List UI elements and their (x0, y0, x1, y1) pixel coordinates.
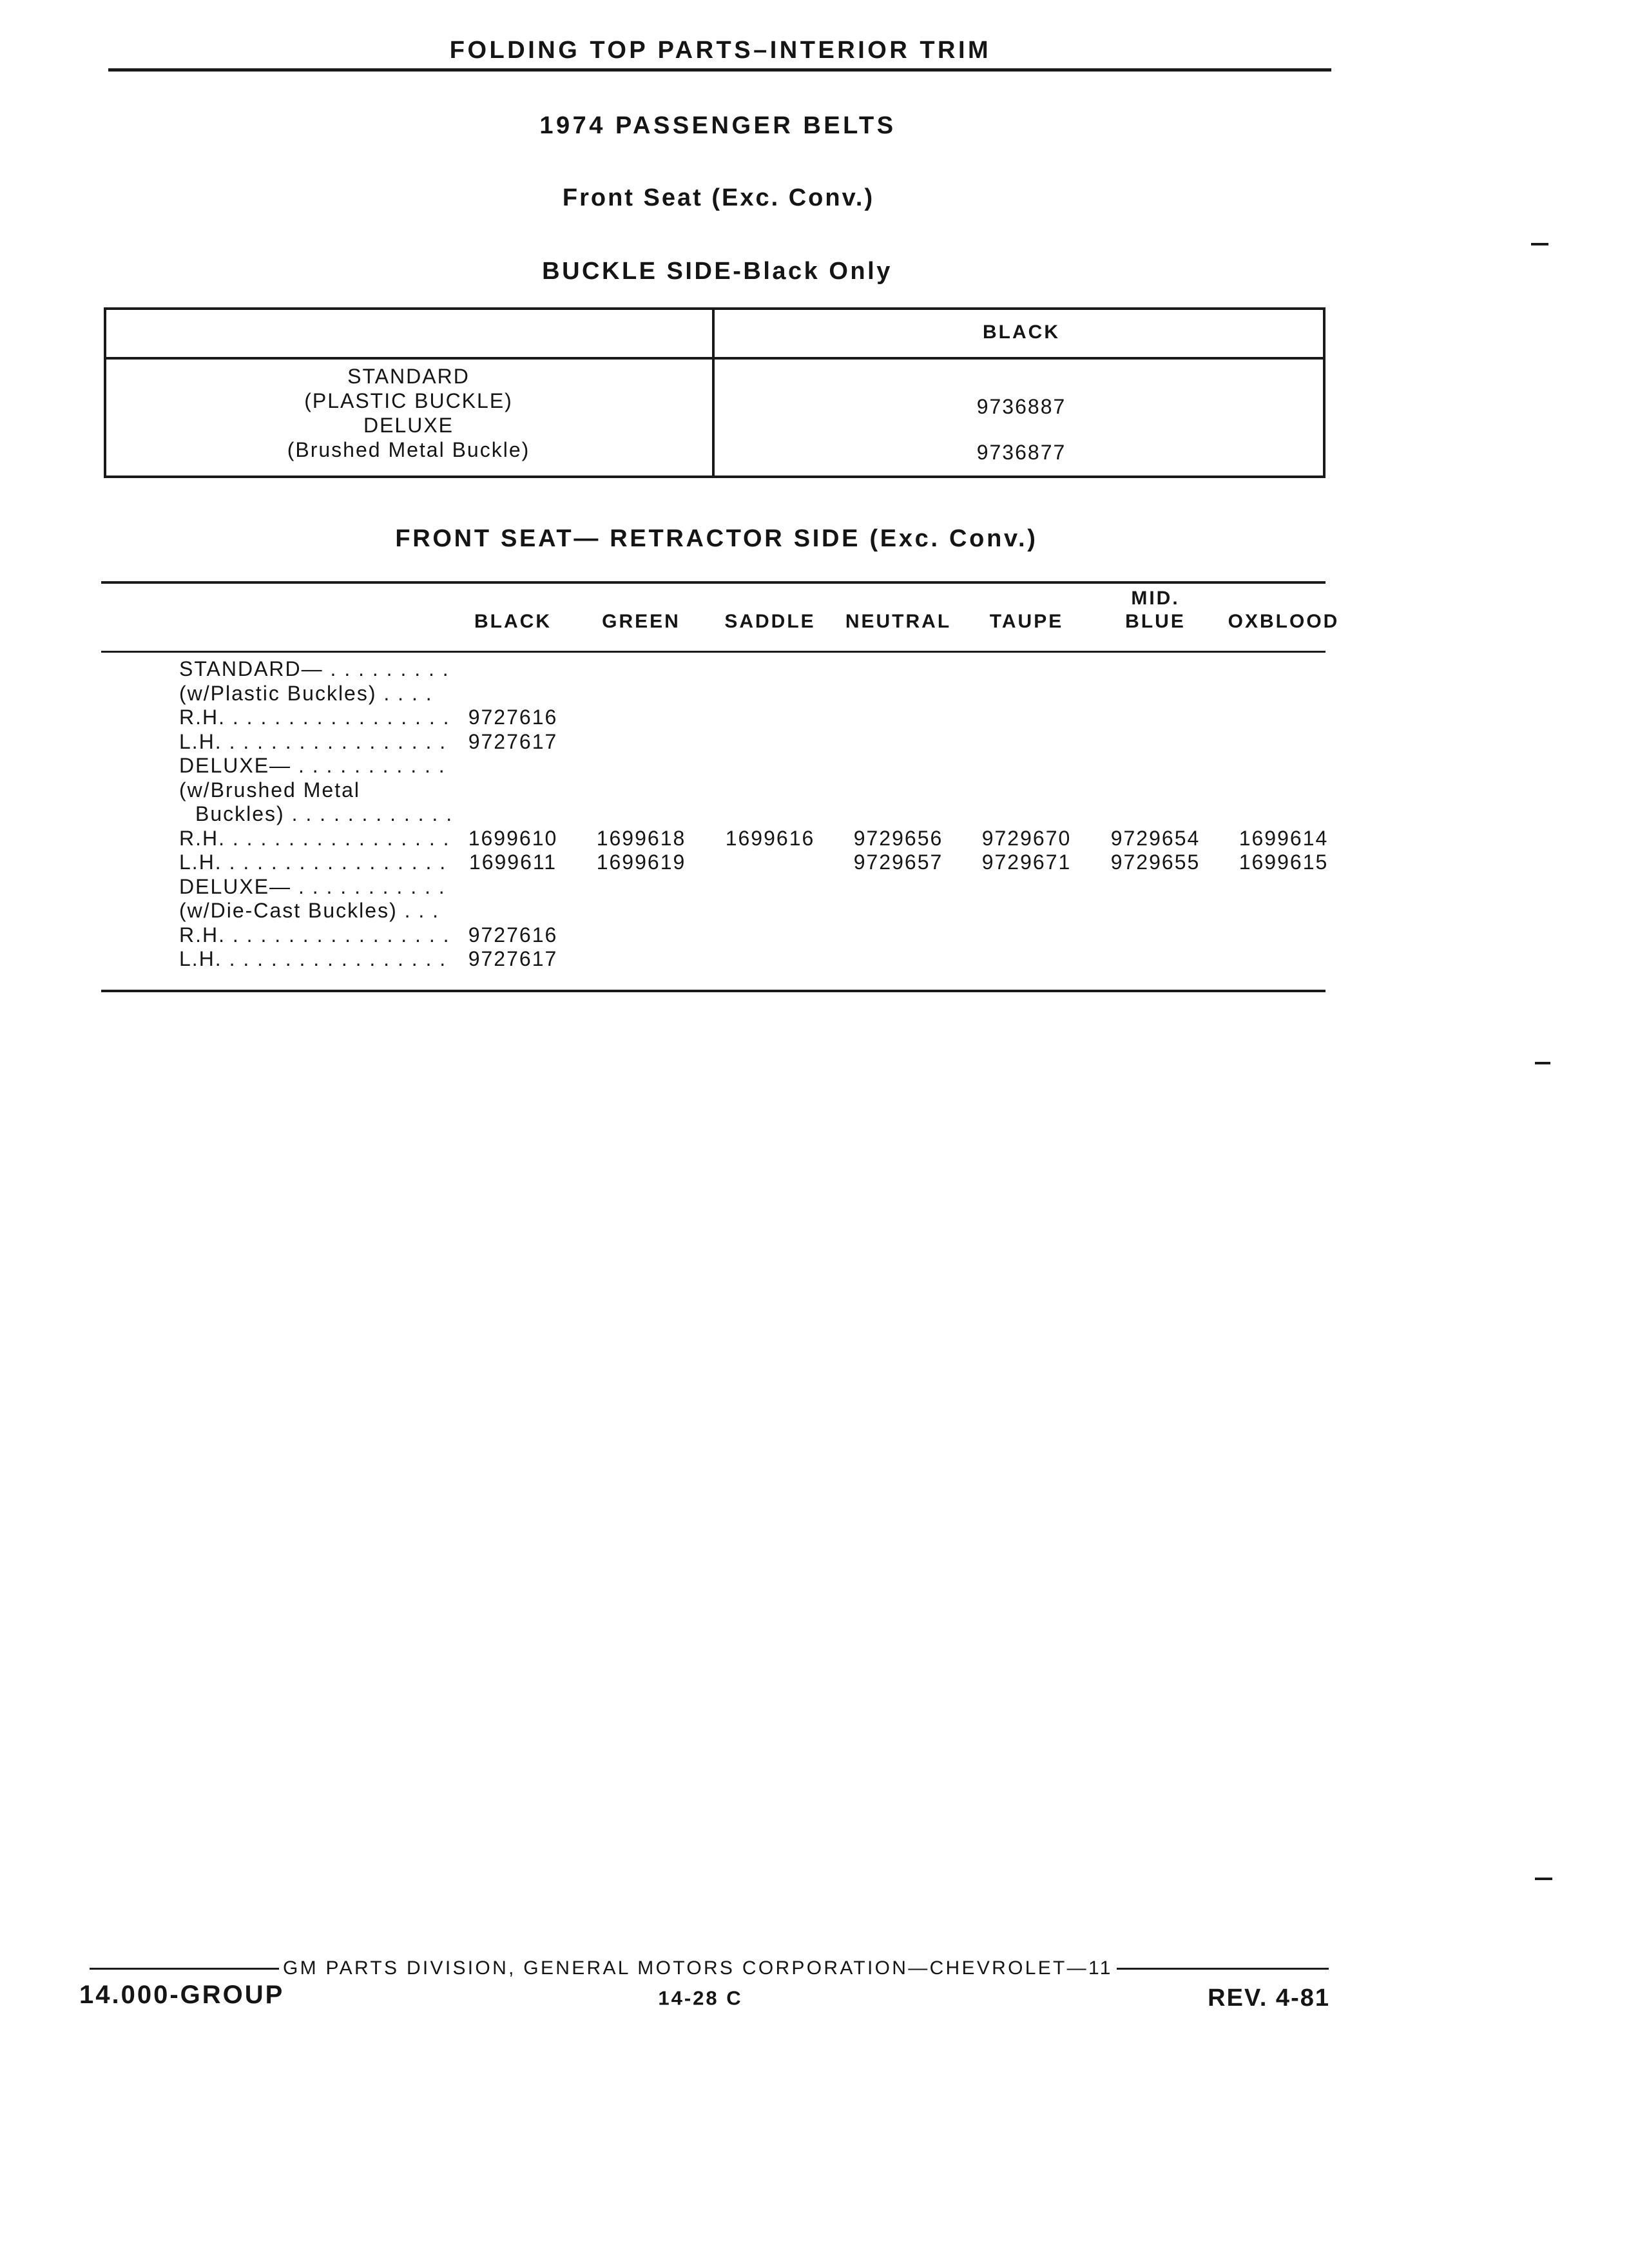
buckle-label: STANDARD (347, 365, 470, 388)
row-label: (w/Die-Cast Buckles) . . . (179, 899, 440, 922)
margin-mark (1535, 1878, 1552, 1880)
row-label: (w/Plastic Buckles) . . . . (179, 682, 433, 705)
buckle-label: (PLASTIC BUCKLE) (304, 389, 513, 412)
row-label: Buckles) . . . . . . . . . . . . (195, 802, 454, 825)
footer-group: 14.000-GROUP (79, 1981, 285, 2009)
row-label: R.H. . . . . . . . . . . . . . . . . (179, 706, 450, 729)
row-label: DELUXE— . . . . . . . . . . . (179, 875, 446, 898)
part-number: 9729671 (981, 850, 1072, 874)
buckle-table-divider (712, 307, 715, 478)
footer-rule-right (1117, 1968, 1329, 1970)
retractor-table-title: FRONT SEAT— RETRACTOR SIDE (Exc. Conv.) (395, 525, 1038, 552)
part-number: 1699616 (725, 827, 815, 850)
buckle-label: DELUXE (363, 414, 454, 437)
buckle-table-title: BUCKLE SIDE-Black Only (542, 258, 892, 285)
buckle-label: (Brushed Metal Buckle) (287, 438, 530, 461)
column-header-oxblood: OXBLOOD (1228, 611, 1340, 632)
column-header-green: GREEN (602, 611, 680, 632)
column-header-taupe: TAUPE (989, 611, 1064, 632)
page-header-title: FOLDING TOP PARTS–INTERIOR TRIM (449, 37, 992, 64)
buckle-part-number: 9736887 (976, 395, 1066, 418)
column-header-neutral: NEUTRAL (845, 611, 952, 632)
footer-page-number: 14-28 C (658, 1986, 743, 2010)
row-label: L.H. . . . . . . . . . . . . . . . . (179, 730, 447, 753)
part-number: 9729670 (981, 827, 1072, 850)
buckle-table-column-black: BLACK (983, 322, 1060, 343)
part-number: 9729654 (1110, 827, 1200, 850)
part-number: 9727616 (468, 706, 558, 729)
row-label: R.H. . . . . . . . . . . . . . . . . (179, 827, 450, 850)
retractor-table-header-rule (101, 651, 1325, 653)
row-label: STANDARD— . . . . . . . . . (179, 657, 450, 680)
part-number: 9727617 (468, 947, 558, 970)
part-number: 1699615 (1239, 850, 1329, 874)
header-rule (108, 68, 1331, 72)
part-number: 1699614 (1239, 827, 1329, 850)
margin-mark (1535, 1062, 1550, 1064)
column-header-saddle: SADDLE (724, 611, 816, 632)
part-number: 1699618 (596, 827, 686, 850)
section-subtitle: Front Seat (Exc. Conv.) (562, 184, 875, 211)
part-number: 1699619 (596, 850, 686, 874)
section-title: 1974 PASSENGER BELTS (539, 112, 896, 139)
part-number: 1699611 (468, 850, 557, 874)
buckle-part-number: 9736877 (976, 441, 1066, 464)
row-label: R.H. . . . . . . . . . . . . . . . . (179, 923, 450, 947)
footer-revision: REV. 4-81 (1208, 1984, 1330, 2012)
margin-mark (1531, 243, 1548, 245)
footer-publisher-line (90, 1959, 1329, 1978)
footer-rule-left (90, 1968, 279, 1970)
part-number: 9729656 (853, 827, 943, 850)
part-number: 9727617 (468, 730, 558, 753)
buckle-table-header-rule (104, 357, 1325, 360)
row-label: (w/Brushed Metal (179, 778, 360, 802)
part-number: 9729657 (853, 850, 943, 874)
part-number: 9729655 (1110, 850, 1200, 874)
row-label: DELUXE— . . . . . . . . . . . (179, 754, 446, 777)
row-label: L.H. . . . . . . . . . . . . . . . . (179, 947, 447, 970)
part-number: 9727616 (468, 923, 558, 947)
retractor-table-top-rule (101, 581, 1325, 584)
part-number: 1699610 (468, 827, 558, 850)
row-label: L.H. . . . . . . . . . . . . . . . . (179, 850, 447, 874)
column-header-mid-blue: BLUE (1125, 611, 1186, 632)
footer-publisher: GM PARTS DIVISION, GENERAL MOTORS CORPORATION—CHEVROLET—11 (283, 1957, 1113, 1979)
column-header-prefix: MID. (1131, 588, 1180, 609)
column-header-black: BLACK (474, 611, 552, 632)
retractor-table-bottom-rule (101, 990, 1325, 992)
